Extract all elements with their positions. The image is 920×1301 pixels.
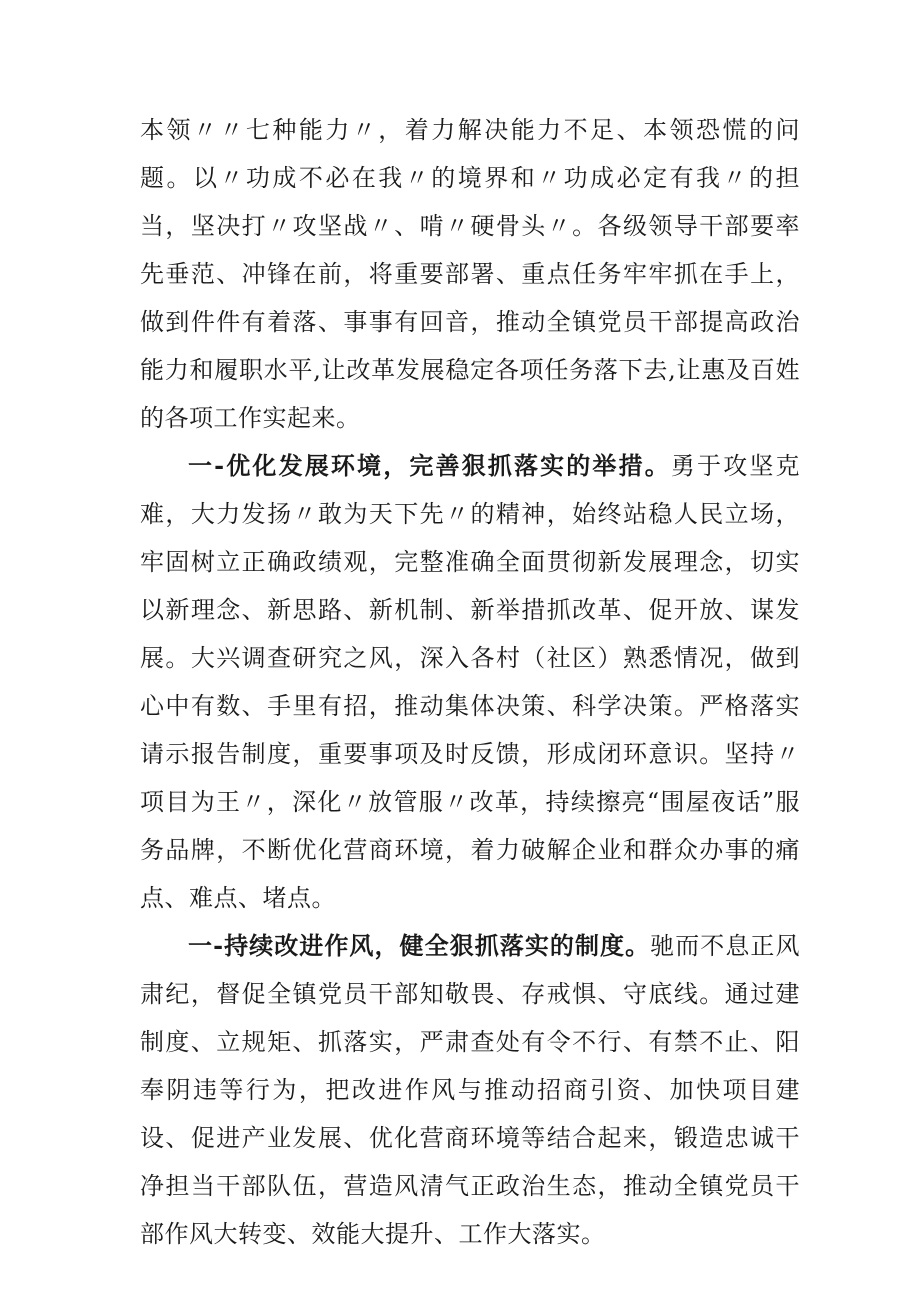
paragraph-1-text: 本领〃〃七种能力〃，着力解决能力不足、本领恐慌的问题。以〃功成不必在我〃的境界和〃功成必定有我〃的担当，坚决打〃攻坚战〃、啃〃硬骨头〃。各级领导干部要率先垂范、冲锋在前，将重要部署、重点任务牢牢抓在手上，做到件件有着落、事事有回音，推动全镇党员干部提高政治能力和履职水平,让改革发展稳定各项任务落下去,让惠及百姓的各项工作实起来。 [140,116,800,432]
paragraph-2 [140,442,800,922]
paragraph-3-lead: 一-持续改进作风，健全狠抓落实的制度。 [188,931,651,960]
paragraph-3-text: 驰而不息正风肃纪，督促全镇党员干部知敬畏、存戒惧、守底线。通过建制度、立规矩、抓落实，严肃查处有令不行、有禁不止、阳奉阴违等行为，把改进作风与推动招商引资、加快项目建设、促进产业发展、优化营商环境等结合起来，锻造忠诚干净担当干部队伍，营造风清气正政治生态，推动全镇党员干部作风大转变、效能大提升、工作大落实。 [140,932,800,1248]
paragraph-3 [140,922,800,1258]
paragraph-2-lead: 一-优化发展环境，完善狠抓落实的举措。 [188,451,671,480]
paragraph-1 [140,106,800,442]
paragraph-2-text: 勇于攻坚克难，大力发扬〃敢为天下先〃的精神，始终站稳人民立场，牢固树立正确政绩观，完整准确全面贯彻新发展理念，切实以新理念、新思路、新机制、新举措抓改革、促开放、谋发展。大兴调查研究之风，深入各村（社区）熟悉情况，做到心中有数、手里有招，推动集体决策、科学决策。严格落实请示报告制度，重要事项及时反馈，形成闭环意识。坚持〃项目为王〃，深化〃放管服〃改革，持续擦亮“围屋夜话”服务品牌，不断优化营商环境，着力破解企业和群众办事的痛点、难点、堵点。 [140,452,801,912]
document-body [140,106,800,1258]
